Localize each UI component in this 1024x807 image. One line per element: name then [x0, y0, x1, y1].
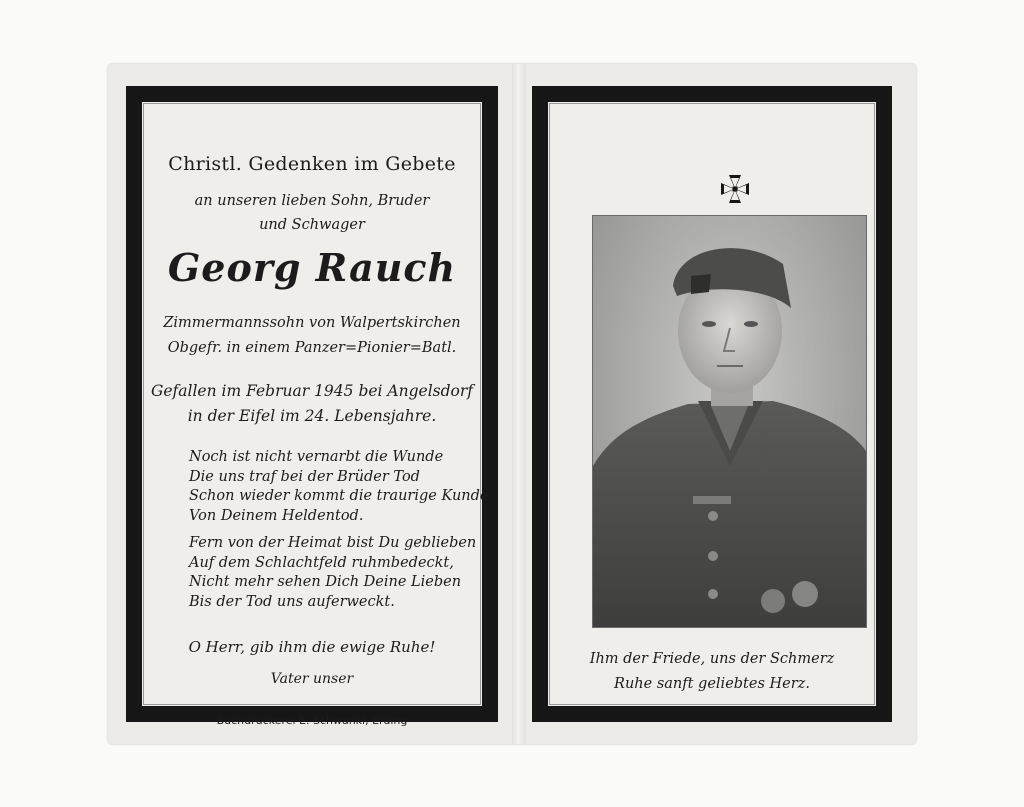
heading: Christl. Gedenken im Gebete: [168, 153, 456, 175]
closing-prayer: Vater unser: [270, 671, 354, 687]
poem-line: Schon wieder kommt die traurige Kunde: [189, 488, 489, 504]
intro-line-1: an unseren lieben Sohn, Bruder: [194, 193, 430, 209]
death-line-1: Gefallen im Februar 1945 bei Angelsdorf: [150, 382, 474, 400]
poem-line: Bis der Tod uns auferweckt.: [189, 593, 395, 610]
printer-credit: Buchdruckerei E. Schwankl, Erding: [216, 714, 408, 727]
poem-line: Von Deinem Heldentod.: [189, 507, 364, 524]
iron-cross-icon: [719, 173, 751, 205]
poem-line: Fern von der Heimat bist Du geblieben: [189, 535, 477, 551]
deceased-name: Georg Rauch: [167, 245, 457, 290]
memorial-card: [108, 64, 916, 744]
caption-line-1: Ihm der Friede, uns der Schmerz: [589, 651, 835, 667]
card-fold: [512, 64, 526, 744]
occupation-line-1: Zimmermannssohn von Walpertskirchen: [163, 315, 461, 331]
intro-line-2: und Schwager: [259, 217, 365, 233]
death-line-2: in der Eifel im 24. Lebensjahre.: [187, 407, 437, 425]
caption-line-2: Ruhe sanft geliebtes Herz.: [614, 676, 810, 692]
poem-line: Die uns traf bei der Brüder Tod: [189, 468, 420, 485]
poem: [189, 448, 489, 612]
poem-line: Nicht mehr sehen Dich Deine Lieben: [189, 574, 462, 590]
poem-line: Noch ist nicht vernarbt die Wunde: [189, 449, 444, 465]
prayer: O Herr, gib ihm die ewige Ruhe!: [188, 638, 436, 656]
poem-line: Auf dem Schlachtfeld ruhmbedeckt,: [189, 554, 454, 571]
soldier-portrait-photo: [592, 215, 867, 628]
right-page: [532, 86, 892, 722]
left-page: [126, 86, 498, 727]
occupation-line-2: Obgefr. in einem Panzer=Pionier=Batl.: [167, 340, 457, 356]
